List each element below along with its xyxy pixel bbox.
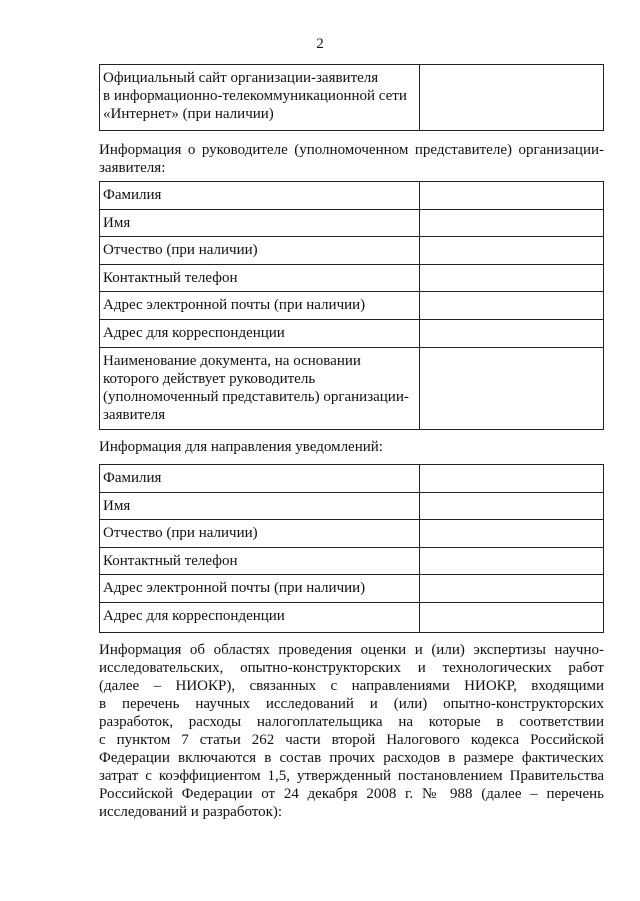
patronymic-value[interactable] xyxy=(420,237,604,265)
table-row xyxy=(100,348,604,430)
table-row xyxy=(100,237,604,265)
website-label-line: «Интернет» (при наличии) xyxy=(103,106,274,122)
paragraph-line: (далее – НИОКР), связанных с направлениями НИОКР, входящими xyxy=(99,678,604,694)
paragraph-line: в перечень научных исследований и (или) опытно-конструкторских xyxy=(99,696,604,712)
row-label: Адрес электронной почты (при наличии) xyxy=(100,292,420,320)
table-row xyxy=(100,493,604,520)
notice-phone-value[interactable] xyxy=(420,548,604,575)
head-info-heading xyxy=(99,141,604,177)
notice-email-value[interactable] xyxy=(420,575,604,603)
paragraph-line: разработок, расходы налогоплательщика на которые в соответствии xyxy=(99,714,604,730)
paragraph-line: Федерации включаются в состав прочих расходов в размере фактических xyxy=(99,750,604,766)
table-row xyxy=(100,465,604,493)
row-label: Отчество (при наличии) xyxy=(100,237,420,265)
website-label-cell xyxy=(100,65,420,131)
name-value[interactable] xyxy=(420,210,604,237)
table-row xyxy=(100,603,604,633)
row-label: Имя xyxy=(100,493,420,520)
paragraph-line: Информация об областях проведения оценки и (или) экспертизы научно- xyxy=(99,642,604,658)
notice-surname-value[interactable] xyxy=(420,465,604,493)
website-table xyxy=(99,64,604,131)
basis-document-label-cell xyxy=(100,348,420,430)
row-label: Адрес для корреспонденции xyxy=(100,320,420,348)
basis-label-line: Наименование документа, на основании xyxy=(103,353,361,369)
table-row xyxy=(100,65,604,131)
website-label-line: в информационно-телекоммуникационной сети xyxy=(103,88,407,104)
areas-paragraph xyxy=(99,641,604,821)
table-row xyxy=(100,520,604,548)
table-row xyxy=(100,265,604,292)
surname-value[interactable] xyxy=(420,182,604,210)
heading-line: Информация о руководителе (уполномоченном представителе) организации- xyxy=(99,142,604,158)
heading-line: заявителя: xyxy=(99,160,166,176)
notice-patronymic-value[interactable] xyxy=(420,520,604,548)
row-label: Адрес электронной почты (при наличии) xyxy=(100,575,420,603)
row-label: Фамилия xyxy=(100,182,420,210)
notice-info-heading: Информация для направления уведомлений: xyxy=(99,439,383,455)
head-info-table xyxy=(99,181,604,430)
page-number: 2 xyxy=(316,36,324,52)
row-label: Имя xyxy=(100,210,420,237)
row-label: Адрес для корреспонденции xyxy=(100,603,420,633)
table-row xyxy=(100,320,604,348)
row-label: Контактный телефон xyxy=(100,548,420,575)
basis-label-line: (уполномоченный представитель) организации- xyxy=(103,389,409,405)
row-label: Отчество (при наличии) xyxy=(100,520,420,548)
row-label: Контактный телефон xyxy=(100,265,420,292)
basis-label-line: которого действует руководитель xyxy=(103,371,316,387)
address-value[interactable] xyxy=(420,320,604,348)
paragraph-line: исследований и разработок): xyxy=(99,804,283,820)
paragraph-line: затрат с коэффициентом 1,5, утвержденный постановлением Правительства xyxy=(99,768,604,784)
notice-address-value[interactable] xyxy=(420,603,604,633)
table-row xyxy=(100,575,604,603)
basis-document-value[interactable] xyxy=(420,348,604,430)
table-row xyxy=(100,292,604,320)
row-label: Фамилия xyxy=(100,465,420,493)
notice-info-table xyxy=(99,464,604,633)
paragraph-line: Российской Федерации от 24 декабря 2008 г. № 988 (далее – перечень xyxy=(99,786,604,802)
notice-name-value[interactable] xyxy=(420,493,604,520)
basis-label-line: заявителя xyxy=(103,407,166,423)
table-row xyxy=(100,548,604,575)
paragraph-line: с пунктом 7 статьи 262 части второй Налогового кодекса Российской xyxy=(99,732,604,748)
phone-value[interactable] xyxy=(420,265,604,292)
website-label-line: Официальный сайт организации-заявителя xyxy=(103,70,379,86)
table-row xyxy=(100,182,604,210)
email-value[interactable] xyxy=(420,292,604,320)
table-row xyxy=(100,210,604,237)
paragraph-line: исследовательских, опытно-конструкторских и технологических работ xyxy=(99,660,604,676)
website-value-cell[interactable] xyxy=(420,65,604,131)
